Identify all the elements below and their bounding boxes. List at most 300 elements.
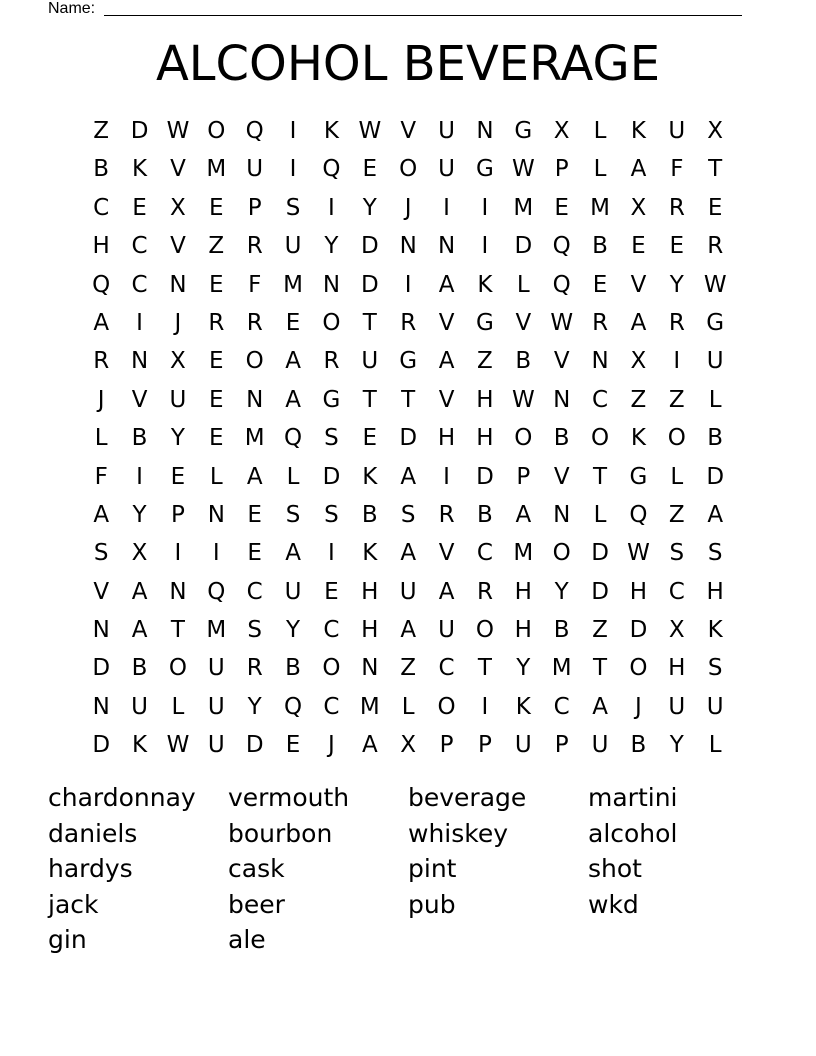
grid-letter: I <box>328 540 335 567</box>
grid-letter: W <box>166 118 190 144</box>
grid-letter: R <box>323 348 340 375</box>
grid-letter: E <box>247 501 262 528</box>
grid-letter: U <box>399 578 417 605</box>
grid-letter: G <box>476 156 494 183</box>
grid-letter: H <box>514 617 532 644</box>
grid-letter: N <box>92 693 110 720</box>
grid-letter: Y <box>669 732 684 759</box>
grid-letter: R <box>476 578 493 605</box>
grid-letter: U <box>668 693 686 720</box>
grid-letter: L <box>708 386 722 413</box>
grid-letter: N <box>322 271 341 298</box>
grid-letter: I <box>673 348 681 375</box>
grid-letter: E <box>631 233 646 260</box>
grid-letter: Q <box>284 425 303 452</box>
grid-letter: V <box>131 386 148 413</box>
grid-letter: O <box>475 617 494 644</box>
grid-letter: E <box>247 540 262 567</box>
grid-letter: P <box>439 732 454 759</box>
grid-letter: R <box>400 309 417 336</box>
grid-letter: A <box>438 348 455 375</box>
grid-letter: D <box>360 271 379 298</box>
grid-letter: K <box>362 540 378 567</box>
grid-letter: N <box>130 348 149 375</box>
word-list-item: hardys <box>48 854 133 883</box>
grid-letter: K <box>362 463 378 490</box>
grid-letter: A <box>131 578 148 605</box>
grid-letter: V <box>170 156 186 183</box>
grid-letter: A <box>93 309 110 336</box>
grid-letter: Y <box>516 655 531 682</box>
grid-letter: M <box>551 655 572 682</box>
grid-letter: V <box>170 233 186 260</box>
grid-letter: U <box>591 732 609 759</box>
grid-letter: D <box>706 463 725 490</box>
grid-letter: B <box>592 233 608 260</box>
grid-letter: V <box>553 348 570 375</box>
word-list-item: chardonnay <box>48 783 196 812</box>
word-list-item: daniels <box>48 818 138 848</box>
grid-letter: Q <box>629 501 648 528</box>
grid-letter: D <box>92 732 111 759</box>
grid-letter: Y <box>669 271 684 298</box>
grid-letter: Q <box>207 578 226 605</box>
grid-letter: I <box>174 540 182 567</box>
grid-letter: D <box>360 233 379 260</box>
grid-letter: E <box>362 156 378 183</box>
word-list-item: cask <box>228 854 285 883</box>
grid-letter: C <box>323 693 340 720</box>
grid-letter: A <box>285 386 301 413</box>
grid-letter: R <box>93 348 110 375</box>
grid-letter: F <box>248 271 262 298</box>
grid-letter: U <box>706 693 724 720</box>
grid-letter: Y <box>286 617 301 644</box>
grid-letter: M <box>283 271 303 298</box>
grid-letter: Y <box>170 425 185 452</box>
grid-letter: R <box>707 233 724 260</box>
grid-letter: R <box>668 309 685 336</box>
grid-letter: X <box>400 732 417 759</box>
word-list-item: whiskey <box>408 818 509 848</box>
grid-letter: U <box>169 386 187 413</box>
grid-row <box>82 342 734 380</box>
grid-letter: X <box>630 194 647 221</box>
grid-letter: C <box>246 578 263 605</box>
grid-letter: J <box>328 732 335 759</box>
grid-letter: J <box>635 693 642 720</box>
grid-letter: L <box>209 463 223 490</box>
grid-letter: O <box>552 540 571 567</box>
grid-letter: H <box>706 578 724 605</box>
word-list-item: jack <box>48 889 99 919</box>
grid-letter: M <box>206 617 227 644</box>
grid-letter: U <box>438 156 455 183</box>
grid-letter: H <box>514 578 532 605</box>
word-list-item: pub <box>408 889 456 919</box>
grid-letter: V <box>438 386 455 413</box>
word-list-item: alcohol <box>588 818 678 848</box>
grid-letter: T <box>170 617 185 644</box>
grid-letter: P <box>554 732 569 759</box>
grid-letter: R <box>438 501 455 528</box>
grid-letter: E <box>209 194 224 221</box>
grid-letter: L <box>286 463 300 490</box>
grid-letter: E <box>669 233 685 260</box>
grid-letter: O <box>245 348 264 375</box>
word-list-item: vermouth <box>228 783 350 812</box>
grid-letter: E <box>324 578 339 605</box>
grid-letter: V <box>515 309 532 336</box>
grid-row <box>82 112 734 150</box>
grid-letter: T <box>362 309 377 336</box>
grid-letter: J <box>97 386 105 413</box>
grid-letter: I <box>404 271 412 298</box>
grid-letter: X <box>668 617 685 644</box>
word-list-item: bourbon <box>228 818 333 848</box>
grid-letter: Q <box>245 118 264 144</box>
grid-letter: O <box>399 156 418 183</box>
grid-letter: E <box>132 194 147 221</box>
word-search-grid <box>82 112 734 765</box>
grid-letter: L <box>593 501 607 528</box>
grid-letter: C <box>323 617 340 644</box>
grid-letter: U <box>246 156 264 183</box>
grid-row <box>82 649 734 687</box>
grid-letter: D <box>130 118 149 144</box>
name-field <box>48 0 742 18</box>
grid-letter: D <box>629 617 648 644</box>
grid-row <box>82 189 734 227</box>
grid-letter: A <box>285 348 301 375</box>
grid-row <box>82 304 734 342</box>
grid-letter: A <box>438 271 455 298</box>
grid-letter: O <box>322 655 341 682</box>
grid-letter: A <box>400 617 417 644</box>
grid-letter: D <box>514 233 533 260</box>
grid-letter: W <box>703 271 727 298</box>
grid-letter: M <box>513 540 534 567</box>
grid-letter: G <box>514 118 533 144</box>
grid-letter: M <box>244 425 265 452</box>
grid-letter: Z <box>208 233 225 260</box>
grid-letter: B <box>477 501 493 528</box>
grid-row <box>82 227 734 265</box>
grid-letter: W <box>627 540 650 567</box>
grid-letter: F <box>94 463 108 490</box>
grid-letter: Z <box>630 386 647 413</box>
grid-letter: G <box>399 348 418 375</box>
grid-letter: H <box>361 617 379 644</box>
grid-letter: V <box>438 540 455 567</box>
grid-letter: K <box>707 617 723 644</box>
grid-letter: H <box>437 425 456 452</box>
word-list-item: ale <box>228 925 266 954</box>
grid-letter: H <box>92 233 110 260</box>
grid-letter: C <box>93 194 110 221</box>
grid-letter: O <box>322 309 341 336</box>
grid-letter: K <box>477 271 493 298</box>
grid-letter: X <box>131 540 148 567</box>
grid-row <box>82 611 734 649</box>
grid-row <box>82 266 734 304</box>
grid-letter: E <box>592 271 608 298</box>
grid-row <box>82 458 734 496</box>
grid-letter: E <box>209 386 224 413</box>
word-list <box>48 780 768 958</box>
grid-letter: U <box>361 348 379 375</box>
grid-letter: O <box>629 655 648 682</box>
grid-letter: N <box>553 501 571 528</box>
grid-letter: L <box>401 693 415 720</box>
grid-row <box>82 496 734 534</box>
grid-letter: C <box>592 386 609 413</box>
grid-letter: Z <box>93 118 110 144</box>
grid-row <box>82 573 734 611</box>
grid-letter: K <box>132 732 148 759</box>
grid-letter: I <box>481 233 489 260</box>
grid-letter: C <box>553 693 570 720</box>
grid-letter: Q <box>92 271 111 298</box>
grid-letter: R <box>246 309 263 336</box>
grid-letter: T <box>593 463 608 490</box>
grid-letter: R <box>592 309 609 336</box>
grid-letter: P <box>516 463 531 490</box>
word-list-item: martini <box>588 783 678 812</box>
name-underline <box>104 15 742 16</box>
grid-letter: B <box>93 156 110 183</box>
grid-letter: W <box>550 309 574 336</box>
grid-letter: Z <box>477 348 493 375</box>
grid-letter: B <box>131 655 148 682</box>
grid-letter: I <box>136 463 143 490</box>
grid-letter: N <box>169 271 187 298</box>
grid-letter: K <box>630 425 646 452</box>
grid-letter: N <box>437 233 456 260</box>
grid-letter: F <box>670 156 684 183</box>
grid-letter: A <box>361 732 378 759</box>
grid-row <box>82 381 734 419</box>
grid-letter: P <box>171 501 185 528</box>
grid-letter: E <box>209 425 224 452</box>
grid-letter: E <box>285 732 301 759</box>
grid-row <box>82 419 734 457</box>
grid-letter: S <box>707 540 723 567</box>
grid-letter: A <box>285 540 301 567</box>
grid-letter: B <box>285 655 301 682</box>
grid-letter: U <box>131 693 148 720</box>
grid-letter: H <box>361 578 379 605</box>
grid-letter: B <box>553 425 570 452</box>
grid-letter: M <box>206 156 227 183</box>
grid-row <box>82 150 734 188</box>
grid-letter: I <box>481 693 489 720</box>
grid-letter: R <box>208 309 225 336</box>
grid-letter: T <box>362 386 377 413</box>
grid-letter: U <box>438 118 455 144</box>
grid-letter: Q <box>284 693 303 720</box>
grid-letter: S <box>93 540 109 567</box>
grid-letter: N <box>553 386 571 413</box>
word-list-item: gin <box>48 925 87 954</box>
grid-letter: L <box>516 271 530 298</box>
grid-letter: Y <box>132 501 147 528</box>
grid-letter: N <box>476 118 494 144</box>
grid-letter: L <box>593 118 607 144</box>
grid-letter: W <box>511 156 535 183</box>
grid-letter: I <box>443 463 450 490</box>
grid-letter: N <box>591 348 609 375</box>
grid-letter: A <box>630 309 647 336</box>
grid-letter: H <box>476 425 494 452</box>
grid-letter: Y <box>324 233 339 260</box>
grid-letter: G <box>629 463 648 490</box>
grid-row <box>82 726 734 764</box>
grid-letter: L <box>708 732 722 759</box>
grid-letter: R <box>246 655 263 682</box>
grid-letter: C <box>668 578 685 605</box>
grid-letter: X <box>630 348 647 375</box>
grid-letter: K <box>630 118 646 144</box>
grid-letter: K <box>132 156 148 183</box>
grid-letter: V <box>93 578 110 605</box>
grid-letter: X <box>707 118 724 144</box>
grid-letter: V <box>553 463 570 490</box>
grid-letter: O <box>591 425 610 452</box>
grid-letter: M <box>359 693 380 720</box>
grid-letter: I <box>328 194 335 221</box>
grid-letter: D <box>476 463 494 490</box>
grid-letter: P <box>247 194 262 221</box>
grid-letter: S <box>247 617 262 644</box>
grid-letter: A <box>246 463 263 490</box>
grid-letter: C <box>438 655 455 682</box>
grid-letter: Y <box>247 693 262 720</box>
grid-letter: A <box>400 463 417 490</box>
grid-letter: J <box>174 309 182 336</box>
grid-letter: S <box>285 194 301 221</box>
grid-letter: A <box>592 693 608 720</box>
grid-letter: S <box>400 501 416 528</box>
grid-letter: O <box>514 425 533 452</box>
grid-letter: D <box>245 732 264 759</box>
grid-letter: V <box>400 118 417 144</box>
grid-letter: D <box>399 425 418 452</box>
grid-letter: U <box>207 655 225 682</box>
grid-letter: G <box>706 309 725 336</box>
word-list-item: beverage <box>408 783 527 812</box>
grid-letter: S <box>324 501 339 528</box>
grid-letter: C <box>131 233 148 260</box>
grid-letter: C <box>476 540 493 567</box>
grid-row <box>82 688 734 726</box>
grid-letter: U <box>668 118 686 144</box>
grid-letter: D <box>322 463 341 490</box>
grid-letter: A <box>93 501 110 528</box>
grid-letter: C <box>131 271 148 298</box>
grid-letter: A <box>131 617 148 644</box>
grid-letter: M <box>590 194 610 221</box>
grid-letter: E <box>554 194 569 221</box>
grid-letter: I <box>481 194 489 221</box>
word-list-item: pint <box>408 854 457 883</box>
word-list-item: beer <box>228 889 285 919</box>
grid-letter: U <box>207 732 225 759</box>
grid-letter: U <box>438 617 455 644</box>
grid-letter: S <box>285 501 301 528</box>
grid-letter: N <box>246 386 264 413</box>
grid-letter: N <box>92 617 110 644</box>
grid-letter: M <box>513 194 534 221</box>
grid-letter: Z <box>668 501 685 528</box>
grid-letter: Y <box>362 194 377 221</box>
grid-letter: P <box>478 732 492 759</box>
grid-letter: D <box>591 578 609 605</box>
grid-letter: Y <box>554 578 569 605</box>
grid-letter: N <box>169 578 187 605</box>
grid-letter: Q <box>322 156 341 183</box>
grid-letter: B <box>553 617 570 644</box>
name-label: Name: <box>48 0 96 17</box>
grid-letter: H <box>476 386 494 413</box>
grid-letter: L <box>171 693 185 720</box>
grid-letter: S <box>669 540 685 567</box>
grid-letter: L <box>670 463 684 490</box>
page-title: ALCOHOL BEVERAGE <box>155 36 661 92</box>
grid-letter: U <box>514 732 532 759</box>
grid-letter: U <box>284 578 302 605</box>
grid-letter: S <box>324 425 339 452</box>
grid-row <box>82 534 734 572</box>
grid-letter: D <box>591 540 609 567</box>
grid-letter: B <box>131 425 148 452</box>
grid-letter: I <box>289 118 297 144</box>
grid-letter: K <box>323 118 339 144</box>
grid-letter: N <box>399 233 417 260</box>
grid-letter: T <box>477 655 492 682</box>
grid-letter: G <box>322 386 341 413</box>
grid-letter: P <box>554 156 569 183</box>
grid-letter: H <box>629 578 648 605</box>
grid-letter: A <box>515 501 532 528</box>
grid-letter: U <box>706 348 724 375</box>
grid-letter: B <box>630 732 647 759</box>
grid-letter: Z <box>668 386 685 413</box>
grid-letter: R <box>246 233 263 260</box>
grid-letter: I <box>212 540 220 567</box>
grid-letter: E <box>209 271 224 298</box>
grid-letter: Q <box>552 271 571 298</box>
grid-letter: E <box>362 425 378 452</box>
grid-letter: I <box>443 194 450 221</box>
grid-letter: B <box>515 348 532 375</box>
grid-letter: A <box>707 501 724 528</box>
grid-letter: Z <box>400 655 417 682</box>
grid-letter: E <box>170 463 186 490</box>
grid-letter: N <box>207 501 225 528</box>
grid-letter: W <box>511 386 535 413</box>
grid-letter: Z <box>592 617 608 644</box>
grid-letter: V <box>438 309 455 336</box>
grid-letter: O <box>437 693 456 720</box>
grid-letter: I <box>289 156 297 183</box>
grid-letter: W <box>358 118 382 144</box>
grid-letter: R <box>668 194 685 221</box>
grid-letter: T <box>401 386 416 413</box>
grid-letter: H <box>668 655 686 682</box>
grid-letter: L <box>94 425 108 452</box>
grid-letter: E <box>285 309 301 336</box>
